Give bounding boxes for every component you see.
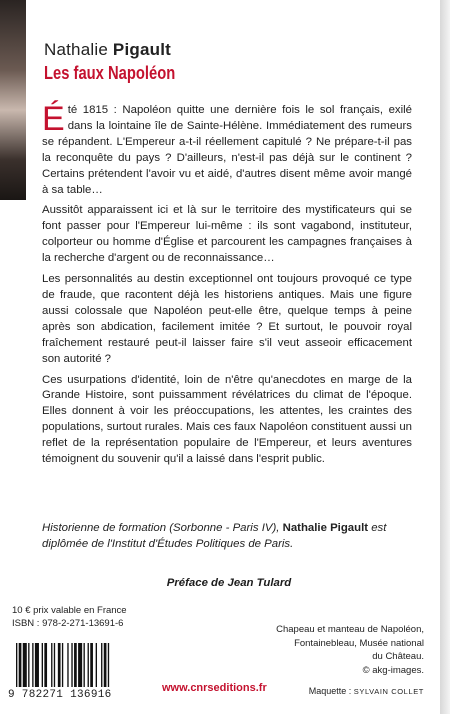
summary-paragraph-2: Aussitôt apparaissent ici et là sur le territoire des mystificateurs qui se font passer pour l'Empereur lui-même : ils sont vagabond, instituteur, colporteur ou homme d'Église et parcourent les campagnes françaises à la recherche d'argent ou de reconnaissance…	[42, 204, 412, 265]
author-bio: Historienne de formation (Sorbonne - Paris IV), Nathalie Pigault est diplômée de l'Institut d'Études Politiques de Paris.	[42, 522, 387, 550]
bio-author-name: Nathalie Pigault	[282, 522, 369, 534]
barcode-digits: 9 782271 136916	[8, 689, 112, 701]
cover-photo-edge	[0, 0, 26, 200]
preface-credit: Préface de Jean Tulard	[166, 577, 292, 589]
author-first-name: Nathalie	[44, 40, 108, 59]
author-last-name: Pigault	[112, 40, 171, 59]
barcode	[12, 643, 140, 693]
price-block	[12, 604, 127, 630]
book-title: Les faux Napoléon	[44, 63, 176, 83]
photo-credits: Chapeau et manteau de Napoléon, Fontainebleau, Musée national du Château. © akg-images.	[276, 624, 424, 676]
isbn-text: ISBN : 978-2-271-13691-6	[12, 618, 124, 629]
author-name	[44, 40, 171, 60]
summary-paragraph-4: Ces usurpations d'identité, loin de n'être qu'anecdotes en marge de la Grande Histoire, sont puissamment révélatrices du climat de l'époque. Elles donnent à voir les préoccupations, les attentes, les craintes des populations, surtout rurales. Mais ces faux Napoléon constituent aussi un reflet de la représentation populaire de l'Empereur, et leurs aventures témoignent du souvenir qu'il a laissé dans l'esprit public.	[42, 373, 412, 466]
book-spine	[440, 0, 450, 714]
studio-name: SYLVAIN COLLET	[353, 687, 424, 696]
back-cover-summary	[42, 100, 412, 473]
design-credit: Maquette : SYLVAIN COLLET	[308, 686, 424, 696]
summary-paragraph-3: Les personnalités au destin exceptionnel ont toujours provoqué ce type de fraude, que racontent déjà les historiens antiques. Mais une figure aussi colossale que Napoléon peut-elle être, quelque temps à peine après son abdication, facilement imitée ? Et surtout, le pouvoir royal fraîchement restauré peut-il laisser faire s'il veut asseoir efficacement son autorité ?	[42, 273, 412, 365]
drop-cap: É	[42, 100, 65, 138]
price-text: 10 € prix valable en France	[12, 605, 127, 616]
summary-paragraph-1: Été 1815 : Napoléon quitte une dernière fois le sol français, exilé dans la lointaine île de Sainte-Hélène. Immédiatement des rumeurs se répandent. L'Empereur a-t-il réellement capitulé ? Ne prépare-t-il pas la reconquête du pays ? D'ailleurs, n'est-il pas déjà sur le continent ? Certains prétendent l'avoir vu et aidé, d'autres disent même avoir mangé à sa table…	[42, 100, 412, 196]
publisher-website-link[interactable]: www.cnrseditions.fr	[162, 682, 267, 694]
